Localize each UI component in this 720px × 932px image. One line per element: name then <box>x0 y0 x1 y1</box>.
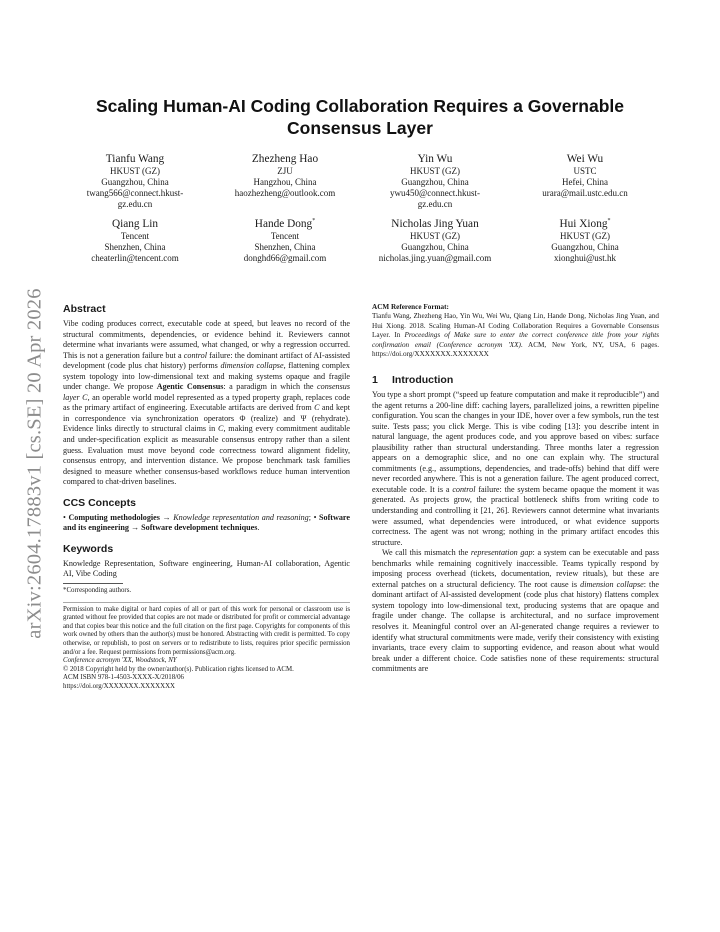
author-location: Guangzhou, China <box>401 177 469 187</box>
author-name: Tianfu Wang <box>105 153 165 165</box>
author-name: Qiang Lin <box>111 218 159 230</box>
author-email[interactable]: twang566@connect.hkust- <box>86 188 184 198</box>
arxiv-identifier-text: arXiv:2604.17883v1 [cs.SE] 20 Apr 2026 <box>23 287 46 639</box>
section-number: 1 <box>372 373 378 386</box>
author-card <box>60 217 210 264</box>
author-card <box>210 152 360 210</box>
author-email[interactable]: ywu450@connect.hkust- <box>389 188 481 198</box>
abstract-heading: Abstract <box>63 303 106 315</box>
author-location: Hangzhou, China <box>253 177 317 187</box>
author-email-continued[interactable]: gz.edu.cn <box>117 199 153 209</box>
author-email[interactable]: urara@mail.ustc.edu.cn <box>542 188 628 198</box>
isbn-line: ACM ISBN 978-1-4503-XXXX-X/2018/06 <box>63 674 184 682</box>
copyright-line: © 2018 Copyright held by the owner/author(s). Publication rights licensed to ACM. <box>63 665 294 673</box>
author-location: Shenzhen, China <box>104 242 166 252</box>
author-name: Zhezheng Hao <box>251 153 319 165</box>
abstract-text: Vibe coding produces correct, executable code at speed, but leaves no record of the structural commitments, dependencies, or evidence behind it. Reviewers cannot determine what invariants were assumed, what changed, or why a regression occurred. This is not a generation failure but a control failure: the dominant artifact of AI-assisted development (code plus chat history) performs dimension collapse, flattening complex system topology into low-dimensional text and making systems opaque and fragile under change. We propose Agentic Consensus: a paradigm in which the consensus layer C, an operable world model represented as a typed property graph, replaces code as the primary artifact of engineering. Executable artifacts are derived from C and kept in correspondence via synchronization operators Φ (realize) and Ψ (rehydrate). Evidence links directly to structural claims in C, making every commitment auditable and under-specification explicit as measurable consensus entropy rather than a silent guess. Evaluation must move beyond code correctness toward alignment fidelity, consensus entropy, and intervention distance. We propose benchmark task families designed to measure whether consensus-based workflows reduce human intervention compared to chat-driven baselines. <box>63 319 350 487</box>
permission-notice: Permission to make digital or hard copies of all or part of this work for personal or classroom use is granted without fee provided that copies are not made or distributed for profit or commercial advantage and that copies bear this notice and the full citation on the first page. Copyrights for components of this work owned by others than the author(s) must be honored. Abstracting with credit is permitted. To copy otherwise, or republish, to post on servers or to redistribute to lists, requires prior specific permission and/or a fee. Request permissions from permissions@acm.org. <box>63 605 350 656</box>
author-location: Hefei, China <box>562 177 608 187</box>
section-title: Introduction <box>392 373 454 386</box>
keywords-text: Knowledge Representation, Software engineering, Human-AI collaboration, Agentic AI, Vibe Coding <box>63 558 350 579</box>
conference-line: Conference acronym 'XX, Woodstock, NY <box>63 657 177 665</box>
author-card <box>360 152 510 210</box>
left-column <box>63 303 350 691</box>
footnote-divider <box>63 583 123 584</box>
author-name: Yin Wu <box>417 153 453 165</box>
arxiv-identifier-stamp <box>16 248 54 678</box>
author-name: Wei Wu <box>566 153 604 165</box>
author-location: Shenzhen, China <box>254 242 316 252</box>
author-affiliation: Tencent <box>120 231 150 241</box>
right-column <box>372 303 659 675</box>
doi-link[interactable]: https://doi.org/XXXXXXX.XXXXXXX <box>63 682 176 690</box>
author-card <box>210 217 360 264</box>
corresponding-footnote: *Corresponding authors. <box>63 586 132 594</box>
ccs-concepts-heading: CCS Concepts <box>63 496 136 509</box>
permission-divider <box>63 602 350 603</box>
intro-paragraph-2: We call this mismatch the representation gap: a system can be executable and pass benchmarks while remaining cognitively inaccessible. Teams typically respond by imposing process overhead (tickets, documentation, review rituals), but these are external patches on a structural deficiency. The root cause is dimension collapse: the dominant artifact of AI-assisted development (code plus chat history) flattens complex system topology into low-dimensional text, producing systems that are opaque and fragile under change. The collapse is architectural, and no surface improvement resolves it. Meaningful control over an AI-generated change requires a reviewer to identify what structural commitments were made, verify their consistency with existing invariants, trace every claim to supporting evidence, and reason about what would break under a different choice. Code satisfies none of these requirements: structural commitments are <box>372 548 659 674</box>
author-email[interactable]: cheaterlin@tencent.com <box>91 253 179 263</box>
author-email[interactable]: nicholas.jing.yuan@gmail.com <box>378 253 492 263</box>
corresponding-author-mark: * <box>607 218 611 225</box>
acm-reference-heading: ACM Reference Format: <box>372 303 449 311</box>
author-name: Hande Dong <box>254 218 313 230</box>
author-affiliation: HKUST (GZ) <box>409 231 461 241</box>
author-affiliation: HKUST (GZ) <box>109 166 161 176</box>
author-card <box>60 152 210 210</box>
author-email-continued[interactable]: gz.edu.cn <box>417 199 453 209</box>
author-affiliation: HKUST (GZ) <box>559 231 611 241</box>
author-block <box>60 152 660 264</box>
author-affiliation: ZJU <box>277 166 293 176</box>
author-location: Guangzhou, China <box>101 177 169 187</box>
introduction-heading <box>372 374 659 387</box>
author-card <box>360 217 510 264</box>
author-location: Guangzhou, China <box>551 242 619 252</box>
keywords-heading: Keywords <box>63 542 114 555</box>
author-card <box>510 217 660 264</box>
author-name: Hui Xiong <box>559 218 608 230</box>
author-email[interactable]: haozhezheng@outlook.com <box>234 188 336 198</box>
author-name: Nicholas Jing Yuan <box>391 218 479 230</box>
author-affiliation: Tencent <box>270 231 300 241</box>
author-location: Guangzhou, China <box>401 242 469 252</box>
intro-paragraph-1: You type a short prompt (“speed up feature computation and make it reproducible”) and the agent returns a 200-line diff: caching layers, parallelized joins, a rewritten pipeline configuration. You scan the changes in your IDE, hover over a few symbols, run the test suite. Tests pass; you click Merge. This is vibe coding [13]: you describe intent in natural language, the agent produces code, and you approve based on vibes: surface plausibility rather than structural understanding. Three months later a regression appears on a demographic slice, and no one can explain why. The structural commitments (e.g., assumptions, dependencies, and trade-offs) behind that diff were never recorded anywhere. This is not a generation failure. The agent produced correct, executable code. It is a control failure: the system became opaque the moment it was generated. As projects grow, the practical bottleneck shifts from writing code to understanding and controlling it [21, 26]. Reviewers cannot determine what invariants were assumed, what dependencies were introduced, or what evidence supports correctness. The agent was not wrong; nothing in the primary artifact encodes this structure. <box>372 389 659 547</box>
author-row-1 <box>60 152 660 210</box>
paper-title: Scaling Human-AI Coding Collaboration Requires a Governable Consensus Layer <box>96 96 624 138</box>
acm-reference-text: Tianfu Wang, Zhezheng Hao, Yin Wu, Wei Wu, Qiang Lin, Hande Dong, Nicholas Jing Yuan, and Hui Xiong. 2018. Scaling Human-AI Coding Collaboration Requires a Governable Consensus Layer. In Proceedings of Make sure to enter the correct conference title from your rights confirmation email (Conference acronym 'XX). ACM, New York, NY, USA, 6 pages. https://doi.org/XXXXXXX.XXXXXXX <box>372 312 660 359</box>
corresponding-author-mark: * <box>312 218 316 225</box>
author-email[interactable]: donghd66@gmail.com <box>243 253 327 263</box>
author-affiliation: HKUST (GZ) <box>409 166 461 176</box>
author-row-2 <box>60 217 660 264</box>
author-email[interactable]: xionghui@ust.hk <box>553 253 617 263</box>
author-affiliation: USTC <box>573 166 597 176</box>
author-card <box>510 152 660 210</box>
ccs-concepts-text: • Computing methodologies → Knowledge representation and reasoning; • Software and its engineering → Software development techniques. <box>63 512 350 533</box>
